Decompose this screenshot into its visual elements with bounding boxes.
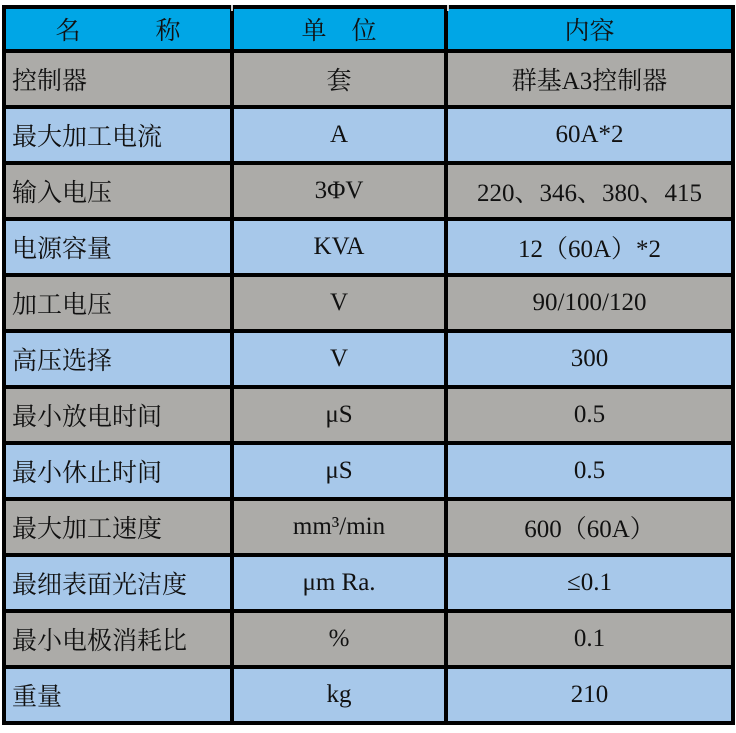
cell-name: 最小电极消耗比 (4, 611, 232, 667)
cell-name: 高压选择 (4, 331, 232, 387)
gridline-stub (447, 5, 449, 11)
cell-content: 220、346、380、415 (446, 163, 733, 219)
spec-sheet-page (0, 5, 736, 733)
cell-unit: V (232, 331, 446, 387)
cell-unit: A (232, 107, 446, 163)
cell-name: 最小放电时间 (4, 387, 232, 443)
table-row (4, 51, 733, 107)
cell-unit: V (232, 275, 446, 331)
table-row (4, 163, 733, 219)
table-row (4, 331, 733, 387)
cell-content: 600（60A） (446, 499, 733, 555)
cell-content: ≤0.1 (446, 555, 733, 611)
cell-name: 电源容量 (4, 219, 232, 275)
table-row (4, 387, 733, 443)
cell-content: 0.5 (446, 387, 733, 443)
table-row (4, 443, 733, 499)
cell-unit: μS (232, 443, 446, 499)
table-row (4, 275, 733, 331)
header-name: 名 称 (4, 7, 232, 51)
cell-content: 90/100/120 (446, 275, 733, 331)
cell-content: 300 (446, 331, 733, 387)
cell-unit: μS (232, 387, 446, 443)
header-unit: 单 位 (232, 7, 446, 51)
cell-unit: % (232, 611, 446, 667)
cell-content: 12（60A）*2 (446, 219, 733, 275)
cell-name: 最大加工速度 (4, 499, 232, 555)
cell-unit: kg (232, 667, 446, 723)
table-row (4, 219, 733, 275)
cell-unit: μm Ra. (232, 555, 446, 611)
cell-content: 0.5 (446, 443, 733, 499)
table-row (4, 611, 733, 667)
table-row (4, 107, 733, 163)
cell-content: 群基A3控制器 (446, 51, 733, 107)
cell-name: 最小休止时间 (4, 443, 232, 499)
gridline-stub (231, 5, 233, 11)
cell-unit: KVA (232, 219, 446, 275)
cell-name: 最细表面光洁度 (4, 555, 232, 611)
cell-name: 输入电压 (4, 163, 232, 219)
header-content: 内容 (446, 7, 733, 51)
table-row (4, 667, 733, 723)
cell-unit: mm³/min (232, 499, 446, 555)
table-row (4, 499, 733, 555)
cell-content: 210 (446, 667, 733, 723)
cell-name: 控制器 (4, 51, 232, 107)
cell-content: 0.1 (446, 611, 733, 667)
spec-table (2, 5, 735, 725)
cell-unit: 3ΦV (232, 163, 446, 219)
cell-name: 最大加工电流 (4, 107, 232, 163)
cell-name: 加工电压 (4, 275, 232, 331)
table-row (4, 555, 733, 611)
cell-unit: 套 (232, 51, 446, 107)
cell-content: 60A*2 (446, 107, 733, 163)
cell-name: 重量 (4, 667, 232, 723)
table-header-row (4, 7, 733, 51)
